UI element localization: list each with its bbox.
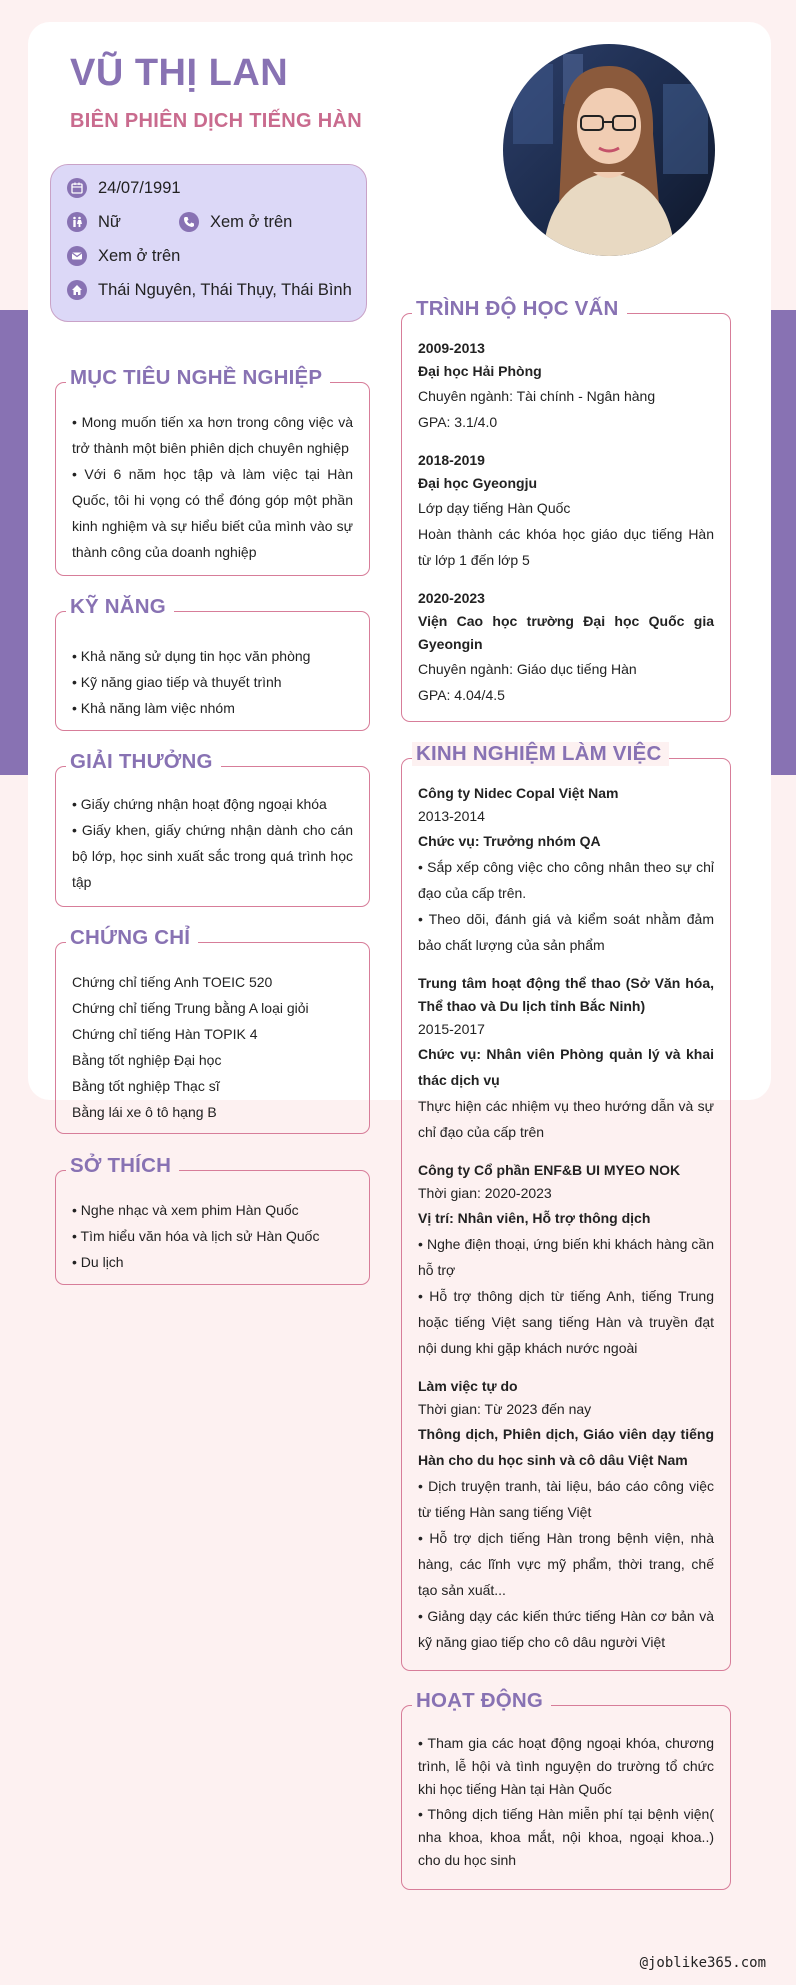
- education-school: Viện Cao học trường Đại học Quốc gia Gyeongin: [418, 613, 714, 652]
- objective-title: MỤC TIÊU NGHỀ NGHIỆP: [66, 366, 330, 390]
- phone-icon: [179, 212, 199, 232]
- education-detail: Chuyên ngành: Giáo dục tiếng Hàn: [418, 661, 637, 677]
- email-icon: [67, 246, 87, 266]
- experience-role: Chức vụ: Nhân viên Phòng quản lý và khai thác dịch vụ: [418, 1046, 714, 1088]
- experience-company: Công ty Nidec Copal Việt Nam: [418, 785, 619, 801]
- email-value[interactable]: Xem ở trên: [98, 246, 181, 265]
- experience-period: Thời gian: Từ 2023 đến nay: [418, 1401, 592, 1417]
- experience-period: 2013-2014: [418, 808, 485, 824]
- experience-detail: • Hỗ trợ dịch tiếng Hàn trong bệnh viện, nhà hàng, các lĩnh vực mỹ phẩm, thời trang, chế tạo sản xuất...: [418, 1530, 714, 1598]
- email-row: [67, 246, 180, 266]
- certificate-item: Bằng tốt nghiệp Đại học: [72, 1052, 222, 1068]
- activity-item: • Tham gia các hoạt động ngoại khóa, chương trình, lễ hội và tình nguyện do trường tổ chức khi học tiếng Hàn tại Hàn Quốc: [418, 1735, 714, 1797]
- experience-detail: • Dịch truyện tranh, tài liệu, báo cáo công việc từ tiếng Hàn sang tiếng Việt: [418, 1478, 714, 1520]
- experience-role: Thông dịch, Phiên dịch, Giáo viên dạy tiếng Hàn cho du học sinh và cô dâu Việt Nam: [418, 1426, 714, 1468]
- experience-section: [401, 742, 731, 1671]
- education-years: 2020-2023: [418, 590, 485, 606]
- education-years: 2009-2013: [418, 340, 485, 356]
- skill-item: • Khả năng làm việc nhóm: [72, 700, 235, 716]
- certificate-item: Chứng chỉ tiếng Hàn TOPIK 4: [72, 1026, 258, 1042]
- hobby-item: • Nghe nhạc và xem phim Hàn Quốc: [72, 1202, 299, 1218]
- birthday-row: [67, 178, 181, 198]
- hobbies-title: SỞ THÍCH: [66, 1154, 179, 1178]
- gender-row: [67, 212, 121, 232]
- hobby-item: • Tìm hiểu văn hóa và lịch sử Hàn Quốc: [72, 1228, 320, 1244]
- gender-icon: [67, 212, 87, 232]
- education-entry: [418, 587, 714, 708]
- address-value: Thái Nguyên, Thái Thụy, Thái Bình: [98, 280, 352, 299]
- experience-detail: • Theo dõi, đánh giá và kiểm soát nhằm đảm bảo chất lượng của sản phẩm: [418, 911, 714, 953]
- education-detail: Chuyên ngành: Tài chính - Ngân hàng: [418, 388, 656, 404]
- awards-body: [72, 791, 353, 895]
- address-row: [67, 280, 352, 300]
- contact-info-box: [50, 164, 367, 322]
- certificate-item: Bằng lái xe ô tô hạng B: [72, 1104, 217, 1120]
- experience-entry: [418, 1375, 714, 1655]
- education-entry: [418, 337, 714, 435]
- education-detail: GPA: 3.1/4.0: [418, 414, 498, 430]
- experience-entry: [418, 1159, 714, 1361]
- experience-detail: • Sắp xếp công việc cho công nhân theo sự chỉ đạo của cấp trên.: [418, 859, 714, 901]
- education-detail: Lớp dạy tiếng Hàn Quốc: [418, 500, 571, 516]
- awards-title: GIẢI THƯỞNG: [66, 750, 221, 774]
- certificates-body: [72, 969, 353, 1125]
- hobbies-section: [55, 1154, 370, 1285]
- experience-entry: [418, 782, 714, 958]
- hobby-item: • Du lịch: [72, 1254, 124, 1270]
- certificate-item: Bằng tốt nghiệp Thạc sĩ: [72, 1078, 220, 1094]
- experience-company: Làm việc tự do: [418, 1378, 518, 1394]
- education-school: Đại học Hải Phòng: [418, 363, 542, 379]
- skills-body: [72, 643, 353, 721]
- left-accent-band: [0, 310, 30, 775]
- education-detail: GPA: 4.04/4.5: [418, 687, 505, 703]
- education-entry: [418, 449, 714, 573]
- objective-item: • Với 6 năm học tập và làm việc tại Hàn Quốc, tôi hi vọng có thể đóng góp một phần kinh nghiệm và sự hiểu biết của mình vào sự thành công của doanh nghiệp: [72, 466, 353, 560]
- candidate-name: VŨ THỊ LAN: [70, 52, 289, 94]
- phone-value[interactable]: Xem ở trên: [210, 212, 293, 231]
- awards-section: [55, 750, 370, 907]
- experience-detail: • Nghe điện thoại, ứng biến khi khách hàng cần hỗ trợ: [418, 1236, 714, 1278]
- experience-role: Vị trí: Nhân viên, Hỗ trợ thông dịch: [418, 1210, 651, 1226]
- education-years: 2018-2019: [418, 452, 485, 468]
- experience-detail: Thực hiện các nhiệm vụ theo hướng dẫn và sự chỉ đạo của cấp trên: [418, 1098, 714, 1140]
- education-body: [418, 337, 714, 708]
- education-section: [401, 297, 731, 722]
- certificate-item: Chứng chỉ tiếng Anh TOEIC 520: [72, 974, 273, 990]
- calendar-icon: [67, 178, 87, 198]
- objective-section: [55, 366, 370, 576]
- skill-item: • Kỹ năng giao tiếp và thuyết trình: [72, 674, 282, 690]
- award-item: • Giấy chứng nhận hoạt động ngoại khóa: [72, 796, 327, 812]
- experience-company: Trung tâm hoạt động thể thao (Sở Văn hóa, Thể thao và Du lịch tỉnh Bắc Ninh): [418, 975, 714, 1014]
- skill-item: • Khả năng sử dụng tin học văn phòng: [72, 648, 311, 664]
- gender-value: Nữ: [98, 212, 121, 231]
- activities-section: [401, 1689, 731, 1890]
- objective-body: [72, 409, 353, 565]
- experience-role: Chức vụ: Trưởng nhóm QA: [418, 833, 601, 849]
- phone-row: [179, 212, 292, 232]
- watermark: @joblike365.com: [639, 1955, 766, 1971]
- education-detail: Hoàn thành các khóa học giáo dục tiếng Hàn từ lớp 1 đến lớp 5: [418, 526, 714, 568]
- experience-title: KINH NGHIỆM LÀM VIỆC: [412, 742, 669, 766]
- objective-item: • Mong muốn tiến xa hơn trong công việc và trở thành một biên phiên dịch chuyên nghiệp: [72, 414, 353, 456]
- hobbies-body: [72, 1197, 353, 1275]
- experience-period: Thời gian: 2020-2023: [418, 1185, 552, 1201]
- experience-entry: [418, 972, 714, 1145]
- award-item: • Giấy khen, giấy chứng nhận dành cho cán bộ lớp, học sinh xuất sắc trong quá trình học tập: [72, 822, 353, 890]
- home-icon: [67, 280, 87, 300]
- experience-detail: • Giảng dạy các kiến thức tiếng Hàn cơ bản và kỹ năng giao tiếp cho cô dâu người Việt: [418, 1608, 714, 1650]
- experience-period: 2015-2017: [418, 1021, 485, 1037]
- certificates-title: CHỨNG CHỈ: [66, 926, 198, 950]
- certificates-section: [55, 926, 370, 1134]
- experience-body: [418, 782, 714, 1655]
- skills-section: [55, 595, 370, 731]
- experience-detail: • Hỗ trợ thông dịch từ tiếng Anh, tiếng Trung hoặc tiếng Việt sang tiếng Hàn và truyền đạt nội dung khi gặp khách nước ngoài: [418, 1288, 714, 1356]
- activities-title: HOẠT ĐỘNG: [412, 1689, 551, 1713]
- education-school: Đại học Gyeongju: [418, 475, 538, 491]
- activity-item: • Thông dịch tiếng Hàn miễn phí tại bệnh viện( nha khoa, khoa mắt, nội khoa, ngoại khoa..) cho du học sinh: [418, 1806, 714, 1868]
- birthday-value: 24/07/1991: [98, 178, 181, 197]
- education-title: TRÌNH ĐỘ HỌC VẤN: [412, 297, 627, 321]
- skills-title: KỸ NĂNG: [66, 595, 174, 619]
- profile-photo: [503, 44, 715, 256]
- activities-body: [418, 1732, 714, 1872]
- certificate-item: Chứng chỉ tiếng Trung bằng A loại giỏi: [72, 1000, 309, 1016]
- experience-company: Công ty Cổ phần ENF&B UI MYEO NOK: [418, 1162, 681, 1178]
- job-title: BIÊN PHIÊN DỊCH TIẾNG HÀN: [70, 110, 362, 132]
